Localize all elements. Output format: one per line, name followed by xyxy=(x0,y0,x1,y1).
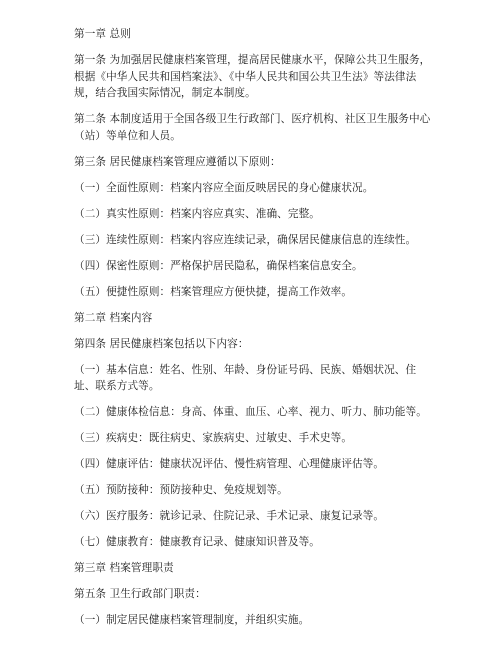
article-4: 第四条 居民健康档案包括以下内容： xyxy=(74,337,249,350)
content-item: （五）预防接种：预防接种史、免疫规划等。 xyxy=(74,484,288,496)
principle-item: （五）便捷性原则：档案管理应方便快捷，提高工作效率。 xyxy=(74,285,353,298)
content-item: （三）疾病史：既往病史、家族病史、过敏史、手术史等。 xyxy=(74,432,353,444)
chapter-heading-1: 第一章 总则 xyxy=(74,28,131,40)
article-2: 第二条 本制度适用于全国各级卫生行政部门、医疗机构、社区卫生服务中心（站）等单位和人员。 xyxy=(74,113,431,142)
content-item: （七）健康教育：健康教育记录、健康知识普及等。 xyxy=(74,536,320,548)
principle-item: （一）全面性原则：档案内容应全面反映居民的身心健康状况。 xyxy=(74,181,374,194)
chapter-heading-2: 第二章 档案内容 xyxy=(74,311,153,324)
article-3: 第三条 居民健康档案管理应遵循以下原则： xyxy=(74,155,281,168)
content-item: （六）医疗服务：就诊记录、住院记录、手术记录、康复记录等。 xyxy=(74,510,385,522)
document-body xyxy=(74,26,436,638)
principle-item: （三）连续性原则：档案内容应连续记录，确保居民健康信息的连续性。 xyxy=(74,233,417,246)
content-item: （一）基本信息：姓名、性别、年龄、身份证号码、民族、婚姻状况、住址、联系方式等。 xyxy=(74,363,417,392)
principle-item: （二）真实性原则：档案内容应真实、准确、完整。 xyxy=(74,207,320,220)
content-item: （四）健康评估：健康状况评估、慢性病管理、心理健康评估等。 xyxy=(74,458,385,470)
principle-item: （四）保密性原则：严格保护居民隐私，确保档案信息安全。 xyxy=(74,259,363,272)
duty-item: （一）制定居民健康档案管理制度，并组织实施。 xyxy=(74,614,310,626)
article-1: 第一条 为加强居民健康档案管理，提高居民健康水平，保障公共卫生服务，根据《中华人民共和国档案法》、《中华人民共和国公共卫生法》等法律法规，结合我国实际情况，制定本制度。 xyxy=(74,54,431,99)
article-5: 第五条 卫生行政部门职责： xyxy=(74,588,206,600)
chapter-heading-3: 第三章 档案管理职责 xyxy=(74,562,174,574)
content-item: （二）健康体检信息：身高、体重、血压、心率、视力、听力、肺功能等。 xyxy=(74,406,427,418)
